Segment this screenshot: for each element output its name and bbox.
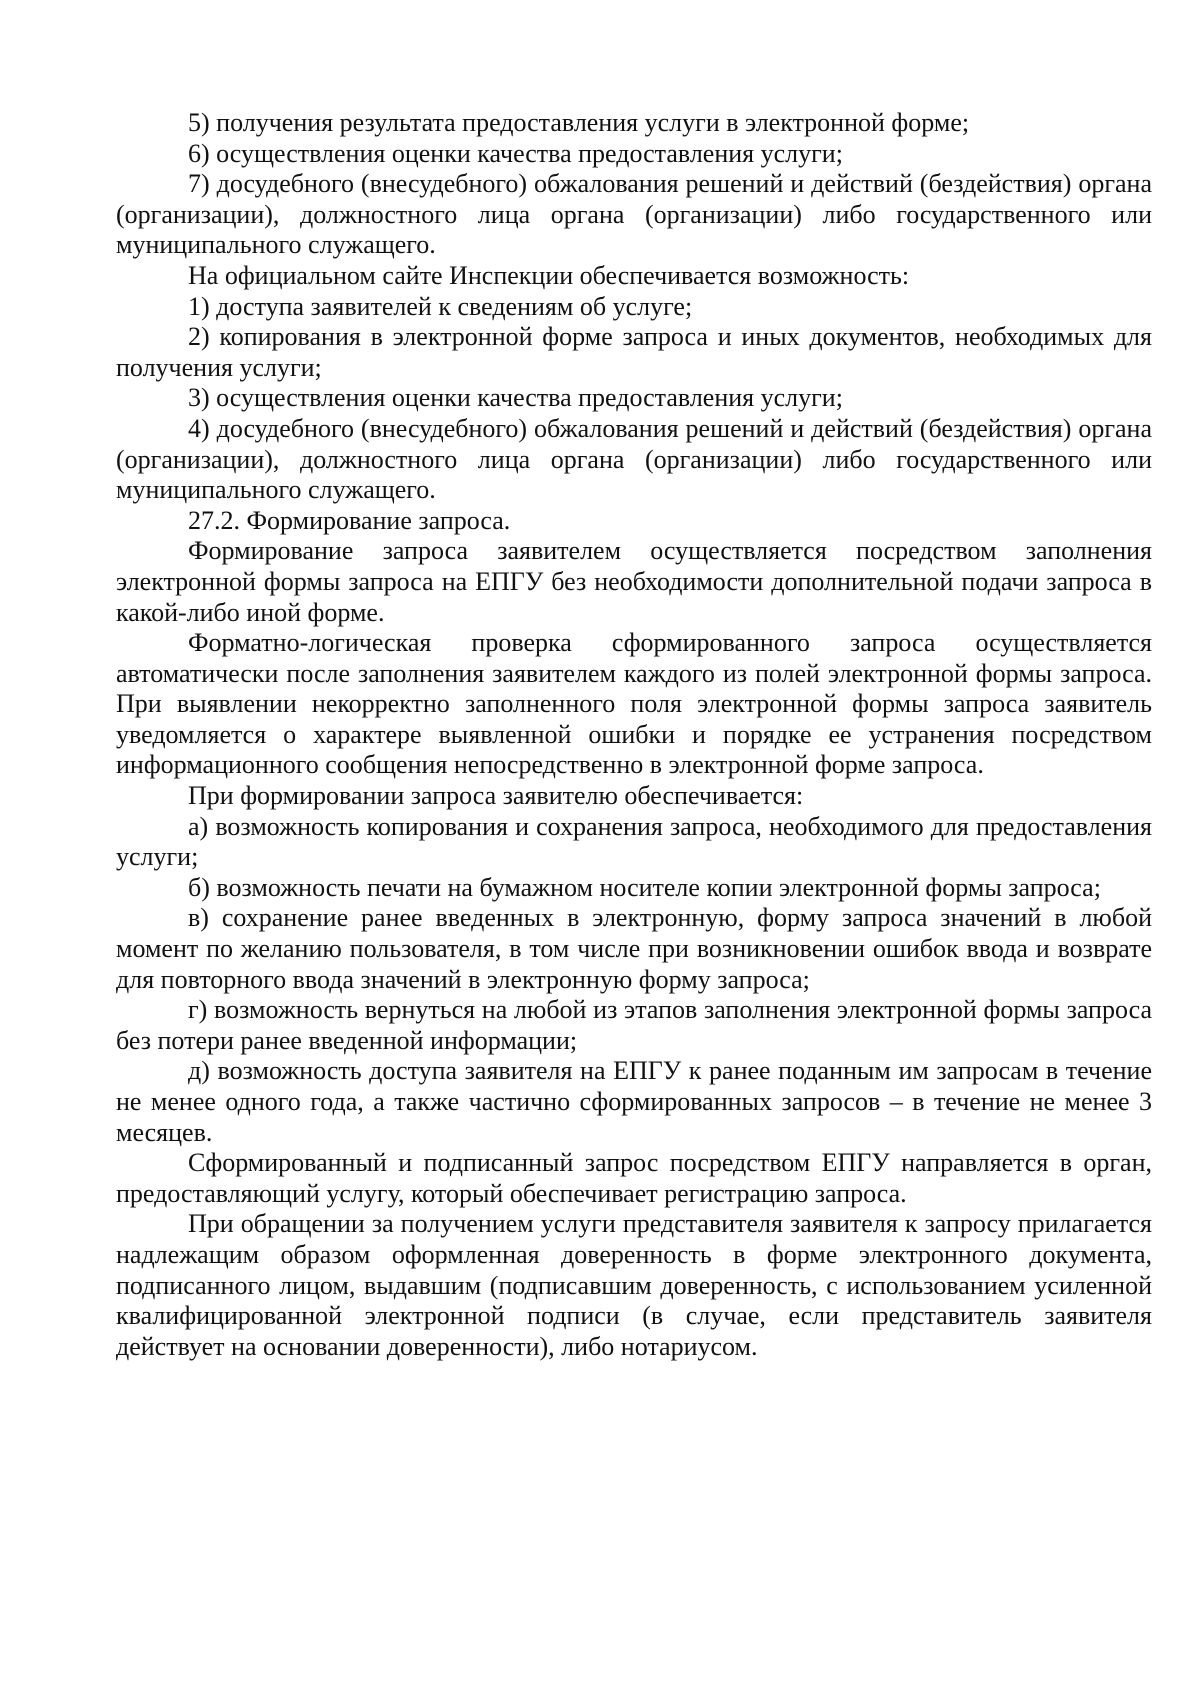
list-item-v-save-values: в) сохранение ранее введенных в электронную, форму запроса значений в любой момент по желанию пользователя, в том числе при возникновении ошибок ввода и возврате для повторного ввода значений в электронную форму запроса; [116, 903, 1152, 994]
paragraph-signed-request: Сформированный и подписанный запрос посредством ЕПГУ направляется в орган, предоставляющий услугу, который обеспечивает регистрацию запроса. [116, 1148, 1152, 1208]
document-page [116, 108, 1152, 1362]
paragraph-representative-power-of-attorney: При обращении за получением услуги представителя заявителя к запросу прилагается надлежащим образом оформленная доверенность в форме электронного документа, подписанного лицом, выдавшим (подписавшим доверенность, с использованием усиленной квалифицированной электронной подписи (в случае, если представитель заявителя действует на основании доверенности), либо нотариусом. [116, 1209, 1152, 1361]
list-item-a-copy-save: а) возможность копирования и сохранения запроса, необходимого для предоставления услуги; [116, 811, 1152, 872]
paragraph-request-provisions-intro: При формировании запроса заявителю обеспечивается: [188, 781, 804, 811]
list-item-7-pretrial-appeal: 7) досудебного (внесудебного) обжалования решений и действий (бездействия) органа (организации), должностного лица органа (организации) либо государственного или муниципального служащего. [116, 169, 1152, 260]
website-capabilities-intro: На официальном сайте Инспекции обеспечивается возможность: [188, 260, 910, 290]
list-item-4-pretrial-appeal: 4) досудебного (внесудебного) обжалования решений и действий (бездействия) органа (организации), должностного лица органа (организации) либо государственного или муниципального служащего. [116, 413, 1152, 505]
paragraph-request-formation: Формирование запроса заявителем осуществляется посредством заполнения электронной формы запроса на ЕПГУ без необходимости дополнительной подачи запроса в какой-либо иной форме. [116, 536, 1152, 627]
section-heading-27-2: 27.2. Формирование запроса. [188, 505, 511, 535]
list-item-5-result-electronic: 5) получения результата предоставления услуги в электронной форме; [188, 108, 970, 137]
paragraph-format-logic-check: Форматно-логическая проверка сформированного запроса осуществляется автоматически после заполнения заявителем каждого из полей электронной формы запроса. При выявлении некорректно заполненного поля электронной формы запроса заявитель уведомляется о характере выявленной ошибки и порядке ее устранения посредством информационного сообщения непосредственно в электронной форме запроса. [116, 628, 1152, 780]
list-item-2-copy-request: 2) копирования в электронной форме запроса и иных документов, необходимых для получения услуги; [116, 322, 1152, 382]
list-item-b-print: б) возможность печати на бумажном носителе копии электронной формы запроса; [188, 872, 1101, 902]
list-item-6-quality-assessment: 6) осуществления оценки качества предоставления услуги; [188, 138, 843, 168]
list-item-d-access-requests: д) возможность доступа заявителя на ЕПГУ к ранее поданным им запросам в течение не менее одного года, а также частично сформированных запросов – в течение не менее 3 месяцев. [116, 1056, 1152, 1147]
list-item-3-quality-assessment: 3) осуществления оценки качества предоставления услуги; [188, 383, 843, 413]
list-item-1-access-info: 1) доступа заявителей к сведениям об услуге; [188, 291, 693, 321]
list-item-g-return-stage: г) возможность вернуться на любой из этапов заполнения электронной формы запроса без потери ранее введенной информации; [116, 995, 1152, 1055]
